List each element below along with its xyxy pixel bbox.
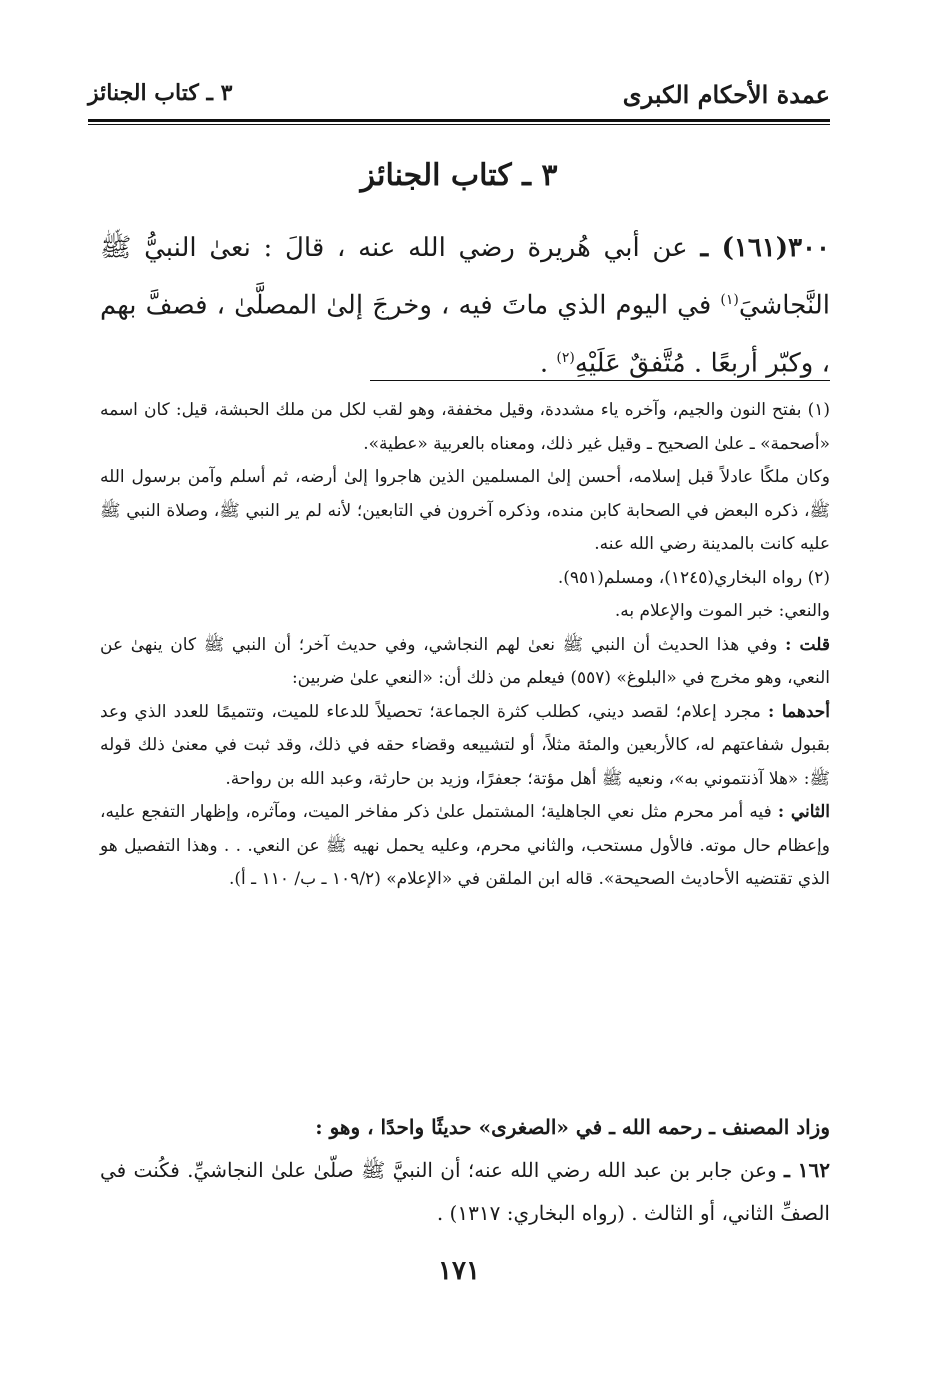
extra-number: ١٦٢ ـ — [783, 1158, 830, 1182]
chapter-label: ٣ ـ كتاب الجنائز — [88, 80, 233, 106]
footnote-2: (٢) رواه البخاري(١٢٤٥)، ومسلم(٩٥١). — [557, 567, 830, 588]
first-label: أحدهما : — [767, 701, 831, 722]
page-number: ١٧١ — [438, 1256, 480, 1286]
book-title: عمدة الأحكام الكبرى — [622, 80, 830, 109]
hadith-main — [100, 222, 830, 389]
hadith-text-part1: عن أبي هُريرة رضي الله عنه ، قالَ : نعىٰ النبيُّ ﷺ النَّجاشيَ — [100, 233, 830, 321]
commentary-label: قلت : — [785, 634, 830, 655]
extra-intro: وزاد المصنف ـ رحمه الله ـ في «الصغرى» حديثًا واحدًا ، وهو : — [315, 1115, 830, 1139]
hadith-text-part2: في اليوم الذي ماتَ فيه ، وخرجَ إلىٰ المصلَّىٰ ، فصفَّ بهم ، وكبّر أربعًا . مُتَّفقٌ عَلَيْهِ — [100, 290, 830, 379]
second-label: الثاني : — [777, 802, 830, 822]
extra-text: وعن جابر بن عبد الله رضي الله عنه؛ أن النبيَّ ﷺ صلّىٰ علىٰ النجاشيِّ. فكُنت في الصفِّ الثاني، أو الثالث . (رواه البخاري: ١٣١٧) . — [100, 1158, 830, 1225]
header-rule — [88, 119, 830, 122]
header-rule-thin — [88, 124, 830, 125]
definition: والنعي: خبر الموت والإعلام به. — [614, 601, 830, 621]
commentary-first — [100, 696, 830, 797]
hadith-end: . — [539, 348, 549, 379]
footnote-divider — [370, 380, 830, 381]
commentary-second — [100, 796, 830, 897]
commentary-text: وفي هذا الحديث أن النبي ﷺ نعىٰ لهم النجاشي، وفي حديث آخر؛ أن النبي ﷺ كان ينهىٰ عن النعي، وهو مخرج في «البلوغ» (٥٥٧) فيعلم من ذلك أن: «النعي علىٰ ضربين: — [100, 634, 830, 688]
footnote-ref-1: (١) — [720, 292, 739, 308]
first-text: مجرد إعلام؛ لقصد ديني، كطلب كثرة الجماعة؛ تحصيلاً للدعاء للميت، وتتميمًا للعدد الذي وعد بقبول شفاعتهم له، كالأربعين والمئة مثلاً، أو لتشييعه وقضاء حقه في ذلك، وقد ثبت في معنىٰ ذلك قوله ﷺ: «هلا آذنتموني به»، ونعيه ﷺ أهل مؤتة؛ جعفرًا، وزيد بن حارثة، وعبد الله بن رواحة. — [100, 701, 830, 789]
second-text: فيه أمر محرم مثل نعي الجاهلية؛ المشتمل علىٰ ذكر مفاخر الميت، ومآثره، وإظهار التفجع عليه، وإعظام حال موته. فالأول مستحب، والثاني محرم، وعليه يحمل نهيه ﷺ عن النعي. . . وهذا التفصيل هو الذي تقتضيه الأحاديث الصحيحة». قاله ابن الملقن في «الإعلام» (١٠٩/٢ ـ ب/ ١١٠ ـ أ). — [100, 802, 830, 889]
extra-body — [100, 1149, 830, 1235]
extra-hadith — [100, 1106, 830, 1235]
footnote-1-cont: وكان ملكًا عادلاً قبل إسلامه، أحسن إلىٰ المسلمين الذين هاجروا إلىٰ أرضه، ثم أسلم وآمن برسول الله ﷺ، ذكره البعض في الصحابة كابن منده، وذكره آخرون في التابعين؛ لأنه لم ير النبي ﷺ، وصلاة النبي ﷺ عليه كانت بالمدينة رضي الله عنه. — [100, 467, 830, 554]
footnote-1: (١) بفتح النون والجيم، وآخره ياء مشددة، وقيل مخففة، وهو لقب لكل من ملك الحبشة، قيل: كان اسمه «أصحمة» ـ علىٰ الصحيح ـ وقيل غير ذلك، ومعناه بالعربية «عطية». — [100, 400, 830, 454]
hadith-number: ٣٠٠(١٦١) ـ — [700, 233, 830, 263]
footnotes — [100, 394, 830, 897]
chapter-title: ٣ ـ كتاب الجنائز — [360, 158, 558, 193]
running-header — [88, 80, 830, 120]
footnote-ref-2: (٢) — [556, 349, 575, 366]
commentary — [100, 629, 830, 696]
